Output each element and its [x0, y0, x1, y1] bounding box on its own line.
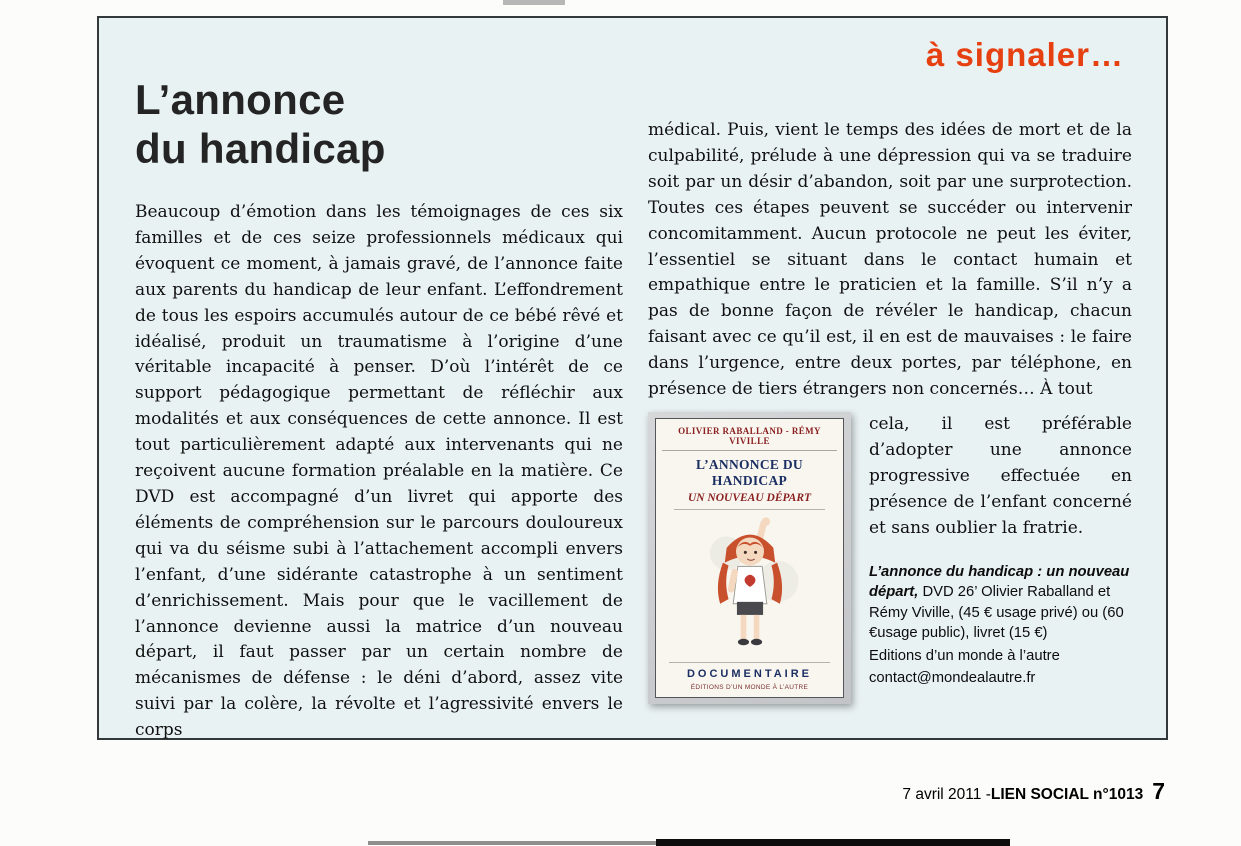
dvd-authors: OLIVIER RABALLAND - RÉMY VIVILLE [662, 426, 837, 451]
caption-publisher: Editions d’un monde à l’autre [869, 647, 1060, 664]
scan-artifact-black [656, 839, 1010, 846]
media-row [648, 412, 1132, 704]
scan-artifact-gray [368, 841, 656, 845]
caption-body: DVD 26’ Olivier Raballand et Rémy Viville, (45 € usage privé) ou (60 €usage public), livret (15 €) [869, 584, 1124, 642]
dvd-publisher: ÉDITIONS D’UN MONDE À L’AUTRE [690, 683, 809, 691]
wrap-text: cela, il est préférable d’adopter une annonce progressive effectuée en présence de l’enfant concerné et sans oublier la fratrie. [869, 413, 1132, 538]
girl-illustration [691, 516, 809, 656]
caption-lead: L’annonce du handicap : un nouveau départ, [869, 563, 1130, 601]
article-title-line2: du handicap [135, 124, 386, 172]
wrap-column [869, 412, 1132, 704]
dvd-title: L’ANNONCE DU HANDICAP [696, 456, 803, 488]
article-title-line1: L’annonce [135, 76, 346, 123]
magazine-page [97, 16, 1168, 740]
dvd-artwork [662, 510, 837, 662]
dvd-cover-photo [648, 412, 851, 704]
dvd-caption [869, 562, 1132, 690]
footer-magazine-title: LIEN SOCIAL n°1013 [990, 786, 1144, 803]
dvd-subtitle: UN NOUVEAU DÉPART [687, 491, 812, 504]
footer-date: 7 avril 2011 - [902, 786, 991, 803]
dvd-genre: DOCUMENTAIRE [669, 662, 830, 680]
right-column [648, 118, 1132, 704]
caption-paragraph [869, 562, 1132, 644]
caption-contact: contact@mondealautre.fr [869, 670, 1036, 687]
scan-artifact-top [503, 0, 565, 5]
left-column-text: Beaucoup d’émotion dans les témoignages de ces six familles et de ces seize professionnels médicaux qui évoquent ce moment, à jamais gravé, de l’annonce faite aux parents du handicap de leur enfant. L’effondrement de tous les espoirs accumulés autour de ce bébé rêvé et idéalisé, produit un traumatisme à l’origine d’une véritable incapacité à penser. D’où l’intérêt de ce support pédagogique permettant de réfléchir aux modalités et aux conséquences de cette annonce. Il est tout particulièrement adapté aux intervenants qui ne reçoivent aucune formation préalable en la matière. Ce DVD est accompagné d’un livret qui apporte des éléments de compréhension sur le parcours douloureux qui va du séisme subi à l’attachement accompli envers l’enfant, d’une sidérante catastrophe à un sentiment d’enrichissement. Mais pour que le vacillement de l’annonce devienne aussi la matrice d’un nouveau départ, il faut passer par un certain nombre de mécanismes de défense : le déni d’abord, assez vite suivi par la colère, la révolte et l’agressivité envers le corps [135, 202, 623, 741]
footer-page-number: 7 [1152, 778, 1165, 804]
section-label: à signaler… [925, 36, 1124, 73]
left-column [135, 200, 623, 744]
page-footer [902, 778, 1165, 805]
article-title [135, 76, 386, 173]
dvd-cover [655, 418, 844, 698]
right-column-text: médical. Puis, vient le temps des idées de mort et de la culpabilité, prélude à une dépression qui va se traduire soit par un désir d’abandon, soit par une surprotection. Toutes ces étapes peuvent se succéder ou intervenir concomitamment. Aucun protocole ne peut les éviter, l’essentiel se situant dans le contact humain et empathique entre le praticien et la famille. S’il n’y a pas de bonne façon de révéler le handicap, chacun faisant avec ce qu’il est, il en est de mauvaises : le faire dans l’urgence, entre deux portes, par téléphone, en présence de tiers étrangers non concernés… À tout [648, 120, 1132, 400]
